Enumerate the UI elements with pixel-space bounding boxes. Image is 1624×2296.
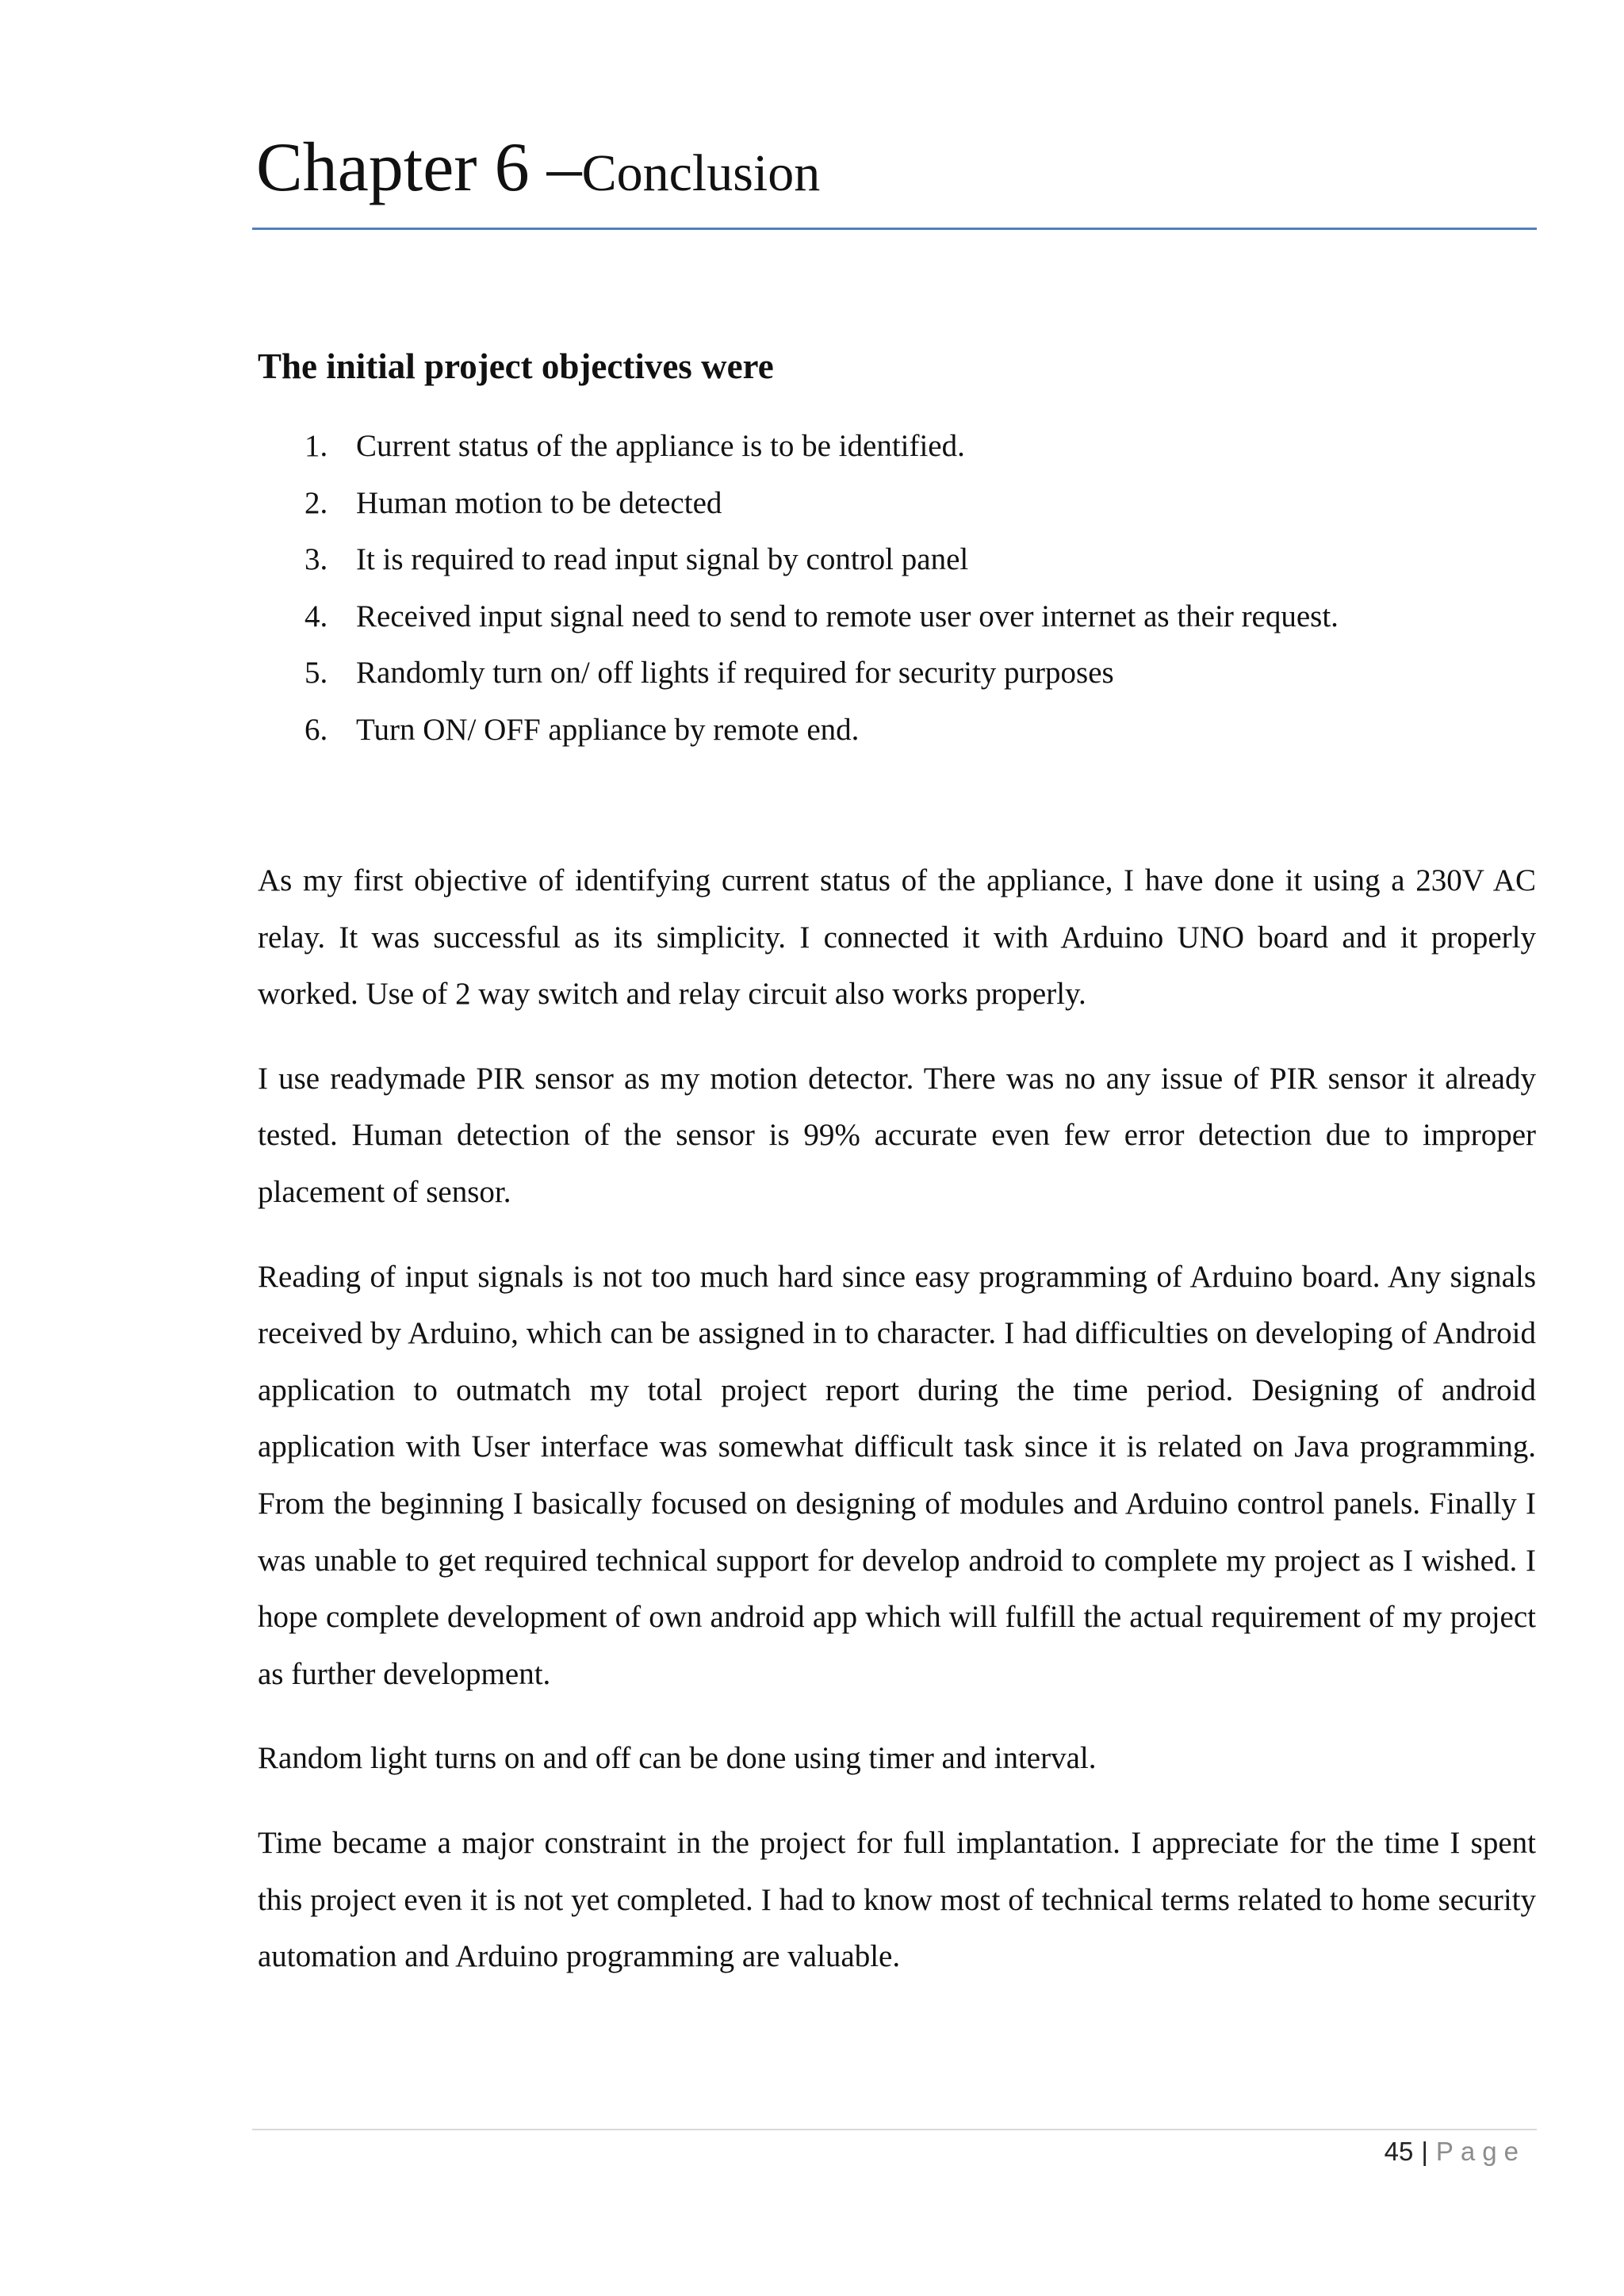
page-footer [1385,2137,1526,2167]
page-number: 45 [1384,2137,1414,2166]
objective-number: 6. [304,712,328,747]
paragraph-input-signals: Reading of input signals is not too much hard since easy programming of Arduino board. Any signals received by Arduino, which can be assigned in to character. I had difficulties on developing of Android application to outmatch my total project report during the time period. Designing of android application with User interface was somewhat difficult task since it is related on Java programming. From the beginning I basically focused on designing of modules and Arduino control panels. Finally I was unable to get required technical support for develop android to complete my project as I wished. I hope complete development of own android app which will fulfill the actual requirement of my project as further development. [258,1259,1536,1691]
conclusion-body [258,852,1536,2013]
objective-number: 3. [304,542,328,577]
paragraph-pir-sensor: I use readymade PIR sensor as my motion detector. There was no any issue of PIR sensor it already tested. Human detection of the sensor is 99% accurate even few error detection due to improper placement of sensor. [258,1061,1536,1209]
objective-number: 5. [304,656,328,691]
objective-number: 1. [304,429,328,463]
objective-text: Randomly turn on/ off lights if required for security purposes [356,656,1114,691]
objective-text: Received input signal need to send to remote user over internet as their request. [356,599,1339,633]
objective-text: Current status of the appliance is to be identified. [356,429,965,463]
footer-divider [252,2129,1537,2130]
objective-text: Human motion to be detected [356,485,722,520]
paragraph-random-light: Random light turns on and off can be done using timer and interval. [258,1741,1097,1776]
objective-text: It is required to read input signal by control panel [356,542,969,577]
title-underline [252,228,1537,230]
chapter-number: Chapter 6 – [256,129,582,206]
paragraph-relay: As my first objective of identifying current status of the appliance, I have done it using a 230V AC relay. It was successful as its simplicity. I connected it with Arduino UNO board and it properly worked. Use of 2 way switch and relay circuit also works properly. [258,863,1536,1012]
objective-text: Turn ON/ OFF appliance by remote end. [356,712,860,747]
objectives-heading: The initial project objectives were [258,346,774,386]
paragraph-time-constraint: Time became a major constraint in the project for full implantation. I appreciate for the time I spent this project even it is not yet completed. I had to know most of technical terms related to home security automation and Arduino programming are valuable. [258,1825,1536,1974]
page-label: Page [1435,2137,1526,2166]
objective-number: 4. [304,599,328,633]
objective-number: 2. [304,485,328,520]
footer-separator: | [1421,2137,1428,2166]
chapter-title [256,129,821,206]
chapter-name: Conclusion [581,144,821,202]
